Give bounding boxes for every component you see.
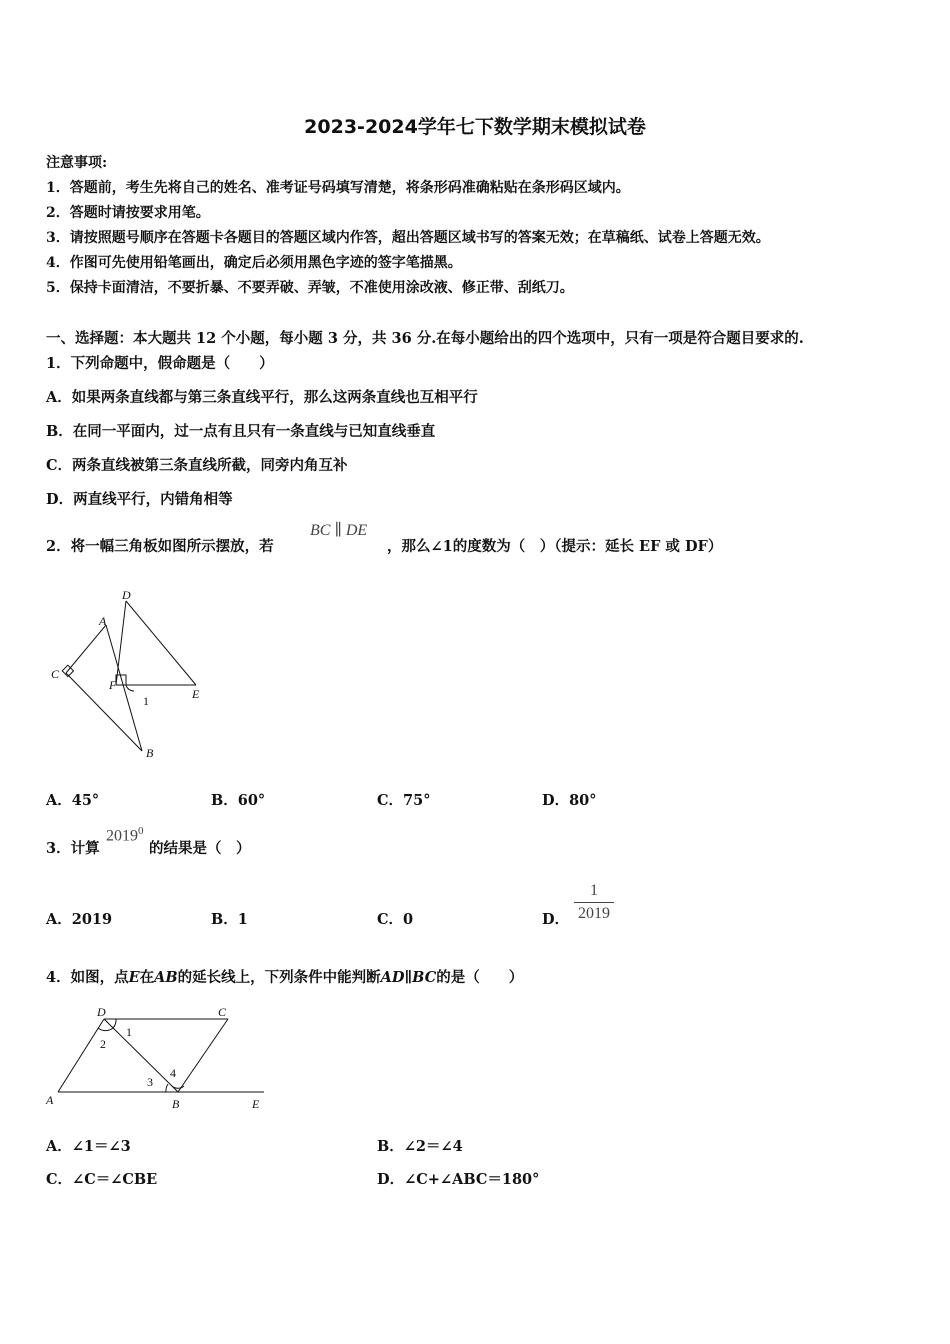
q2-line-df <box>116 601 126 685</box>
q4-label-a: A <box>46 1093 54 1107</box>
q4-stem-c: 的延长线上，下列条件中能判断 <box>177 969 381 986</box>
page-title: 2023-2024学年七下数学期末模拟试卷 <box>304 116 646 138</box>
q4-segment-ab: AB <box>154 969 178 986</box>
q2-angle-arc <box>126 685 134 691</box>
q2-label-1: 1 <box>143 694 149 708</box>
q3-stem-a: 3．计算 <box>46 840 100 857</box>
q4-label-d: D <box>97 1005 106 1019</box>
q3-math <box>106 825 144 845</box>
q2-figure <box>46 585 216 765</box>
q4-label-1: 1 <box>126 1025 132 1039</box>
q2-stem-b: ，那么∠1的度数为（ ）（提示：延长 EF 或 DF） <box>387 538 723 555</box>
q4-option-a: A．∠1＝∠3 <box>46 1138 131 1155</box>
q3-option-d-fraction <box>574 882 614 923</box>
q4-label-2: 2 <box>100 1037 106 1051</box>
q4-label-b: B <box>172 1097 180 1111</box>
q3-option-b: B．1 <box>211 911 248 928</box>
q2-option-c: C．75° <box>377 792 431 809</box>
q4-label-e: E <box>252 1097 260 1111</box>
q1-option-d: D．两直线平行，内错角相等 <box>46 491 233 508</box>
q4-line-db <box>104 1019 178 1092</box>
q3-math-base: 2019 <box>106 827 138 845</box>
q4-label-3: 3 <box>147 1075 153 1089</box>
q4-line-ad <box>58 1019 104 1092</box>
q4-label-c: C <box>218 1005 227 1019</box>
q1-option-b: B．在同一平面内，过一点有且只有一条直线与已知直线垂直 <box>46 423 436 440</box>
q4-figure <box>42 1000 272 1115</box>
q2-stem-a: 2．将一幅三角板如图所示摆放，若 <box>46 538 274 555</box>
q3-option-a: A．2019 <box>46 911 113 928</box>
q2-label-c: C <box>51 667 60 681</box>
q4-angle-arc-1 <box>113 1019 116 1028</box>
fraction-numerator: 1 <box>590 882 598 899</box>
q4-condition: AD∥BC <box>380 969 437 986</box>
q2-option-b: B．60° <box>211 792 266 809</box>
q2-label-e: E <box>192 687 200 701</box>
q2-label-a: A <box>99 614 107 628</box>
q2-line-ac <box>66 625 106 673</box>
q3-option-d: D． <box>542 911 570 928</box>
q1-stem: 1．下列命题中，假命题是（ ） <box>46 355 274 372</box>
q2-math: BC ∥ DE <box>310 522 368 539</box>
q4-label-4: 4 <box>170 1066 176 1080</box>
q4-point-e: E <box>128 969 140 986</box>
fraction-denominator: 2019 <box>578 905 610 922</box>
fraction-bar <box>574 902 614 903</box>
q4-stem-d: 的是（ ） <box>436 969 524 986</box>
q2-label-f: F <box>109 678 117 692</box>
q2-option-d: D．80° <box>542 792 597 809</box>
q4-option-c: C．∠C＝∠CBE <box>46 1171 158 1188</box>
note-item: 1．答题前，考生先将自己的姓名、准考证号码填写清楚，将条形码准确粘贴在条形码区域内。 <box>46 180 630 196</box>
q2-label-b: B <box>146 746 154 760</box>
note-item: 2．答题时请按要求用笔。 <box>46 205 210 221</box>
note-item: 5．保持卡面清洁，不要折暴、不要弄破、弄皱，不准使用涂改液、修正带、刮纸刀。 <box>46 280 574 296</box>
q2-label-d: D <box>122 588 131 602</box>
note-item: 4．作图可先使用铅笔画出，确定后必须用黑色字迹的签字笔描黑。 <box>46 255 462 271</box>
note-item: 3．请按照题号顺序在答题卡各题目的答题区域内作答，超出答题区域书写的答案无效；在草稿纸、试卷上答题无效。 <box>46 230 770 246</box>
q1-option-a: A．如果两条直线都与第三条直线平行，那么这两条直线也互相平行 <box>46 389 478 406</box>
q3-stem-b: 的结果是（ ） <box>149 840 251 857</box>
section-heading: 一、选择题：本大题共 12 个小题，每小题 3 分，共 36 分.在每小题给出的四个选项中，只有一项是符合题目要求的. <box>46 330 804 347</box>
q4-option-b: B．∠2＝∠4 <box>377 1138 463 1155</box>
notes-heading: 注意事项: <box>46 155 108 171</box>
q1-option-c: C．两条直线被第三条直线所截，同旁内角互补 <box>46 457 348 474</box>
q4-angle-arc-3 <box>166 1084 168 1092</box>
q4-stem-a: 4．如图，点 <box>46 969 129 986</box>
q4-line-cb <box>178 1019 228 1092</box>
q4-angle-arc-2 <box>98 1028 113 1031</box>
q2-line-de <box>126 601 196 685</box>
q3-option-c: C．0 <box>377 911 414 928</box>
q4-stem <box>46 966 523 987</box>
q4-option-d: D．∠C+∠ABC＝180° <box>377 1171 540 1188</box>
q3-math-exponent: 0 <box>138 825 144 837</box>
q2-option-a: A．45° <box>46 792 100 809</box>
q4-stem-b: 在 <box>139 969 155 986</box>
